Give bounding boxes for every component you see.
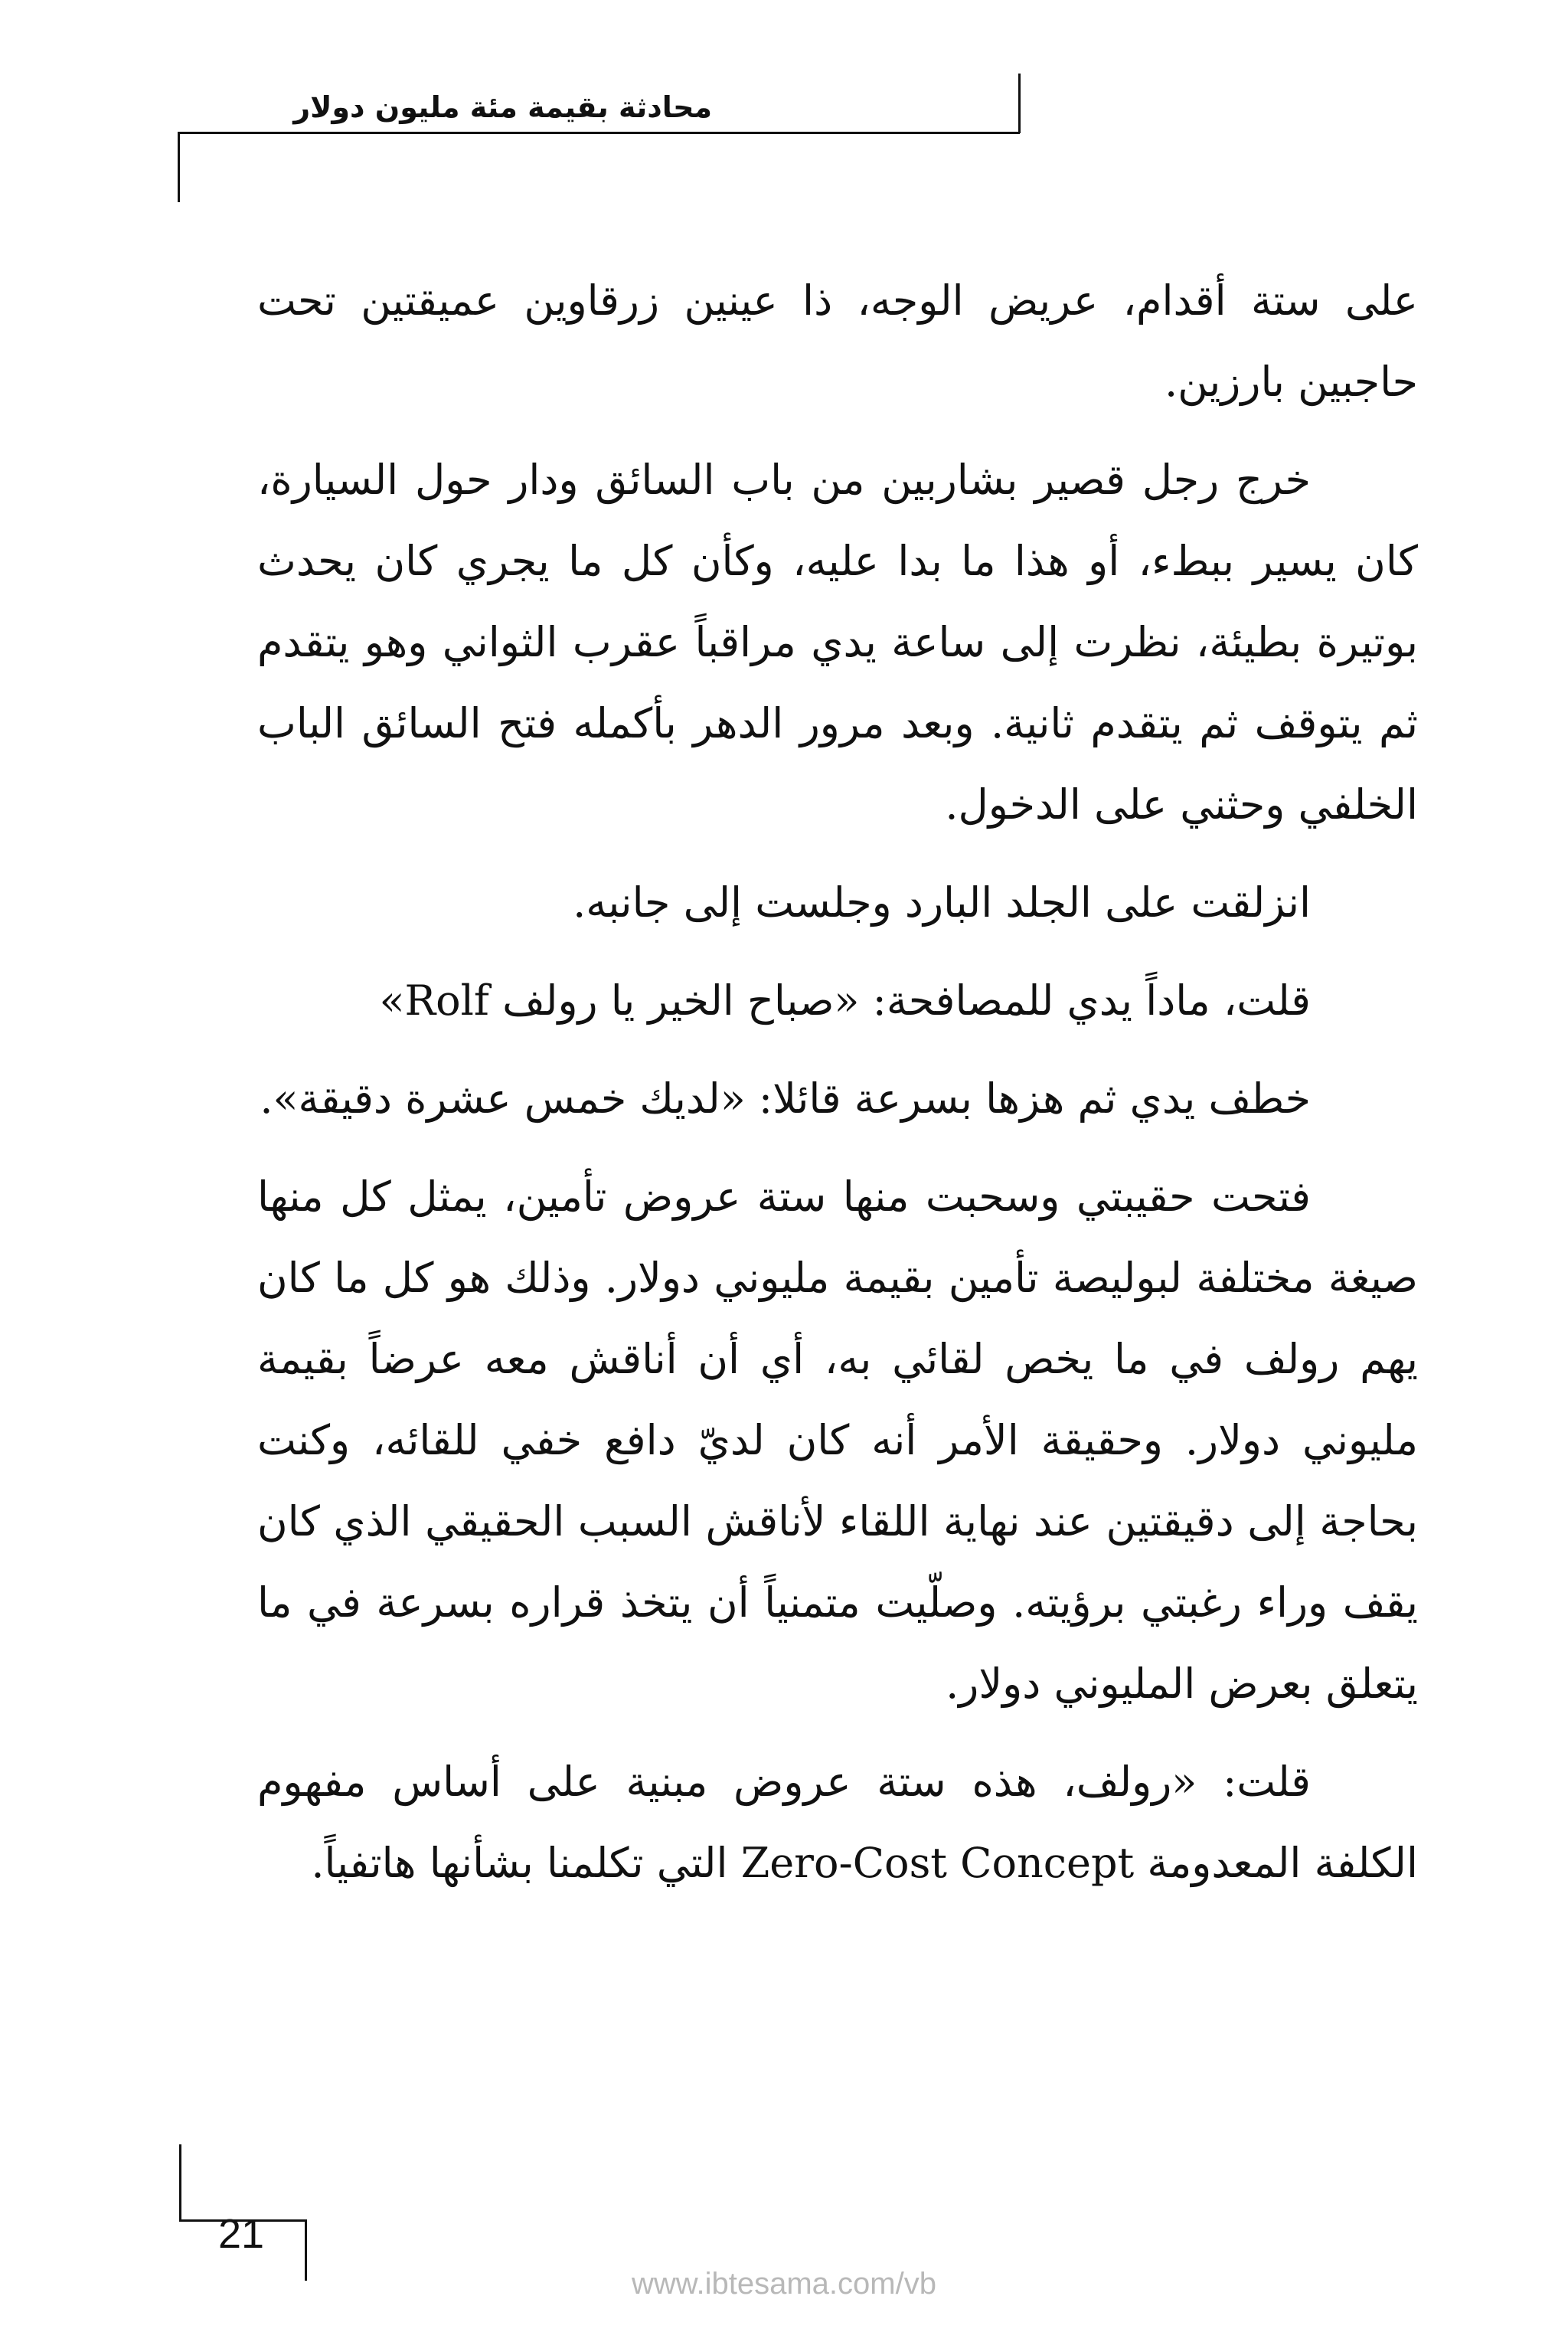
header-rule-horizontal xyxy=(178,132,1020,134)
paragraph-4: قلت، ماداً يدي للمصافحة: «صباح الخير يا رولف Rolf» xyxy=(379,976,1311,1025)
footer-rule-left-vertical xyxy=(179,2144,181,2221)
running-header-title: محادثة بقيمة مئة مليون دولار xyxy=(293,90,712,124)
paragraph-2: خرج رجل قصير بشاربين من باب السائق ودار حول السيارة، كان يسير ببطء، أو هذا ما بدا عليه، وكأن كل ما يجري كان يحدث بوتيرة بطيئة، نظرت إلى ساعة يدي مراقباً عقرب الثواني وهو يتقدم ثم يتوقف ثم يتقدم ثانية. وبعد مرور الدهر بأكمله فتح السائق الباب الخلفي وحثني على الدخول. xyxy=(257,456,1418,829)
paragraph-1: على ستة أقدام، عريض الوجه، ذا عينين زرقاوين عميقتين تحت حاجبين بارزين. xyxy=(257,276,1418,406)
paragraph-6: فتحت حقيبتي وسحبت منها ستة عروض تأمين، يمثل كل منها صيغة مختلفة لبوليصة تأمين بقيمة مليوني دولار. وذلك هو كل ما كان يهم رولف في ما يخص لقائي به، أي أن أناقش معه عرضاً بقيمة مليوني دولار. وحقيقة الأمر أنه كان لديّ دافع خفي للقائه، وكنت بحاجة إلى دقيقتين عند نهاية اللقاء لأناقش السبب الحقيقي الذي كان يقف وراء رغبتي برؤيته. وصلّيت متمنياً أن يتخذ قراره بسرعة في ما يتعلق بعرض المليوني دولار. xyxy=(257,1173,1418,1708)
watermark-url: www.ibtesama.com/vb xyxy=(632,2267,936,2301)
paragraph-5: خطف يدي ثم هزها بسرعة قائلا: «لديك خمس عشرة دقيقة». xyxy=(260,1074,1311,1123)
paragraph-3: انزلقت على الجلد البارد وجلست إلى جانبه. xyxy=(573,878,1311,927)
page-body xyxy=(257,260,1418,1921)
paragraph-7: قلت: «رولف، هذه ستة عروض مبنية على أساس مفهوم الكلفة المعدومة Zero-Cost Concept التي تكلمنا بشأنها هاتفياً. xyxy=(257,1758,1418,1887)
header-rule-right-vertical xyxy=(1018,74,1021,133)
page-number: 21 xyxy=(217,2211,265,2257)
header-rule-left-vertical xyxy=(178,132,180,202)
